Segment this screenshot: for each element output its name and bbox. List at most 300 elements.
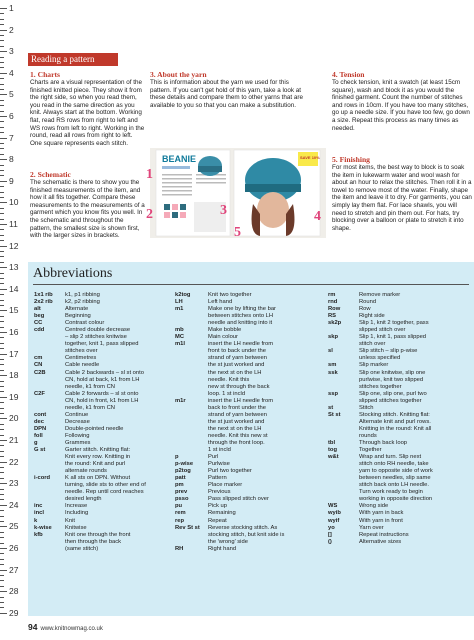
abbreviation-term: Rev St st bbox=[175, 524, 200, 531]
abbreviation-row bbox=[34, 313, 164, 320]
ruler-minor-tick bbox=[0, 472, 4, 473]
abbreviation-definition: Wrong side bbox=[359, 503, 389, 510]
abbreviation-definition: Continue bbox=[65, 411, 89, 418]
abbreviation-definition: Purl bbox=[208, 454, 219, 461]
abbreviation-row bbox=[175, 447, 320, 454]
ruler-minor-tick bbox=[0, 435, 4, 436]
page-number: 94 bbox=[28, 622, 38, 632]
abbreviation-term: wyib bbox=[328, 510, 341, 517]
ruler-minor-tick bbox=[0, 337, 4, 338]
ruler-number: 27 bbox=[9, 564, 19, 575]
abbreviation-definition: 1 st incld bbox=[208, 447, 231, 454]
ruler-tick bbox=[0, 30, 7, 31]
ruler-minor-tick bbox=[0, 186, 4, 187]
abbreviation-row bbox=[175, 546, 320, 553]
abbreviation-definition: Decrease bbox=[65, 418, 90, 425]
abbreviation-definition: stitch onto RH needle, take bbox=[359, 461, 429, 468]
abbreviation-term: St st bbox=[328, 411, 341, 418]
abbreviation-definition: With yarn in back bbox=[359, 510, 404, 517]
save-badge: SAVE 10% bbox=[300, 155, 320, 160]
abbreviation-definition: Reverse stocking stitch. As bbox=[208, 524, 278, 531]
abbreviation-row bbox=[34, 475, 164, 482]
abbreviation-row bbox=[328, 348, 470, 355]
abbreviation-row bbox=[328, 461, 470, 468]
abbreviation-definition: Row bbox=[359, 306, 371, 313]
abbreviation-definition: Beginning bbox=[65, 313, 91, 320]
abbreviation-term: m1 bbox=[175, 306, 184, 313]
abbreviation-row bbox=[175, 518, 320, 525]
ruler-minor-tick bbox=[0, 229, 4, 230]
abbreviation-row bbox=[34, 377, 164, 384]
ruler-minor-tick bbox=[0, 148, 4, 149]
ruler-minor-tick bbox=[0, 46, 4, 47]
abbreviation-term: tog bbox=[328, 447, 338, 454]
abbreviation-term bbox=[328, 468, 359, 475]
abbreviation-definition: Left hand bbox=[208, 299, 233, 306]
ruler-minor-tick bbox=[0, 67, 4, 68]
abbreviation-row bbox=[175, 292, 320, 299]
abbreviation-row bbox=[328, 539, 470, 546]
abbreviation-row bbox=[34, 362, 164, 369]
abbreviations-column-1 bbox=[34, 292, 164, 553]
abbreviation-definition: Knitting in the round: Knit all bbox=[359, 425, 432, 432]
abbreviation-definition: Centimetres bbox=[65, 355, 97, 362]
ruler-minor-tick bbox=[0, 402, 4, 403]
abbreviation-definition: Yarn over bbox=[359, 524, 384, 531]
ruler-minor-tick bbox=[0, 408, 4, 409]
ruler-minor-tick bbox=[0, 499, 4, 500]
abbreviation-term bbox=[175, 348, 208, 355]
ruler-minor-tick bbox=[0, 219, 4, 220]
abbreviation-row bbox=[328, 292, 470, 299]
ruler-tick bbox=[0, 94, 7, 95]
abbreviation-term: rnd bbox=[328, 299, 338, 306]
ruler-minor-tick bbox=[0, 321, 4, 322]
abbreviation-term bbox=[175, 391, 208, 398]
abbreviation-row bbox=[175, 384, 320, 391]
ruler-minor-tick bbox=[0, 521, 4, 522]
abbreviation-term: 2x2 rib bbox=[34, 299, 53, 306]
ruler-tick bbox=[0, 526, 7, 527]
ruler-minor-tick bbox=[0, 413, 4, 414]
abbreviation-definition: front to back under the bbox=[208, 348, 267, 355]
abbreviation-definition: insert the LH needle from bbox=[208, 341, 274, 348]
abbreviation-term bbox=[175, 419, 208, 426]
ruler-tick bbox=[0, 397, 7, 398]
abbreviation-term: rem bbox=[175, 510, 186, 517]
abbreviation-term: skp bbox=[328, 334, 338, 341]
abbreviation-definition: Pick up bbox=[208, 503, 228, 510]
abbreviation-definition: Main colour bbox=[208, 334, 238, 341]
abbreviation-definition: Alternate bbox=[65, 306, 89, 313]
abbreviation-term: WS bbox=[328, 503, 338, 510]
abbreviation-row bbox=[34, 433, 164, 440]
abbreviation-definition: Right hand bbox=[208, 545, 237, 552]
abbreviation-definition: Stitch bbox=[359, 404, 374, 411]
abbreviation-definition: Turn work ready to begin bbox=[359, 489, 423, 496]
abbreviation-term: prev bbox=[175, 489, 188, 496]
ruler-minor-tick bbox=[0, 424, 4, 425]
abbreviation-row bbox=[34, 370, 164, 377]
abbreviation-definition: needle. Rep until cord reaches bbox=[65, 489, 144, 496]
ruler-number: 10 bbox=[9, 197, 19, 208]
abbreviation-term: RS bbox=[328, 313, 337, 320]
abbreviation-row bbox=[34, 468, 164, 475]
abbreviation-row bbox=[175, 306, 320, 313]
abbreviation-term bbox=[34, 348, 65, 355]
ruler-minor-tick bbox=[0, 381, 4, 382]
ruler-number: 17 bbox=[9, 348, 19, 359]
abbreviation-row bbox=[34, 510, 164, 517]
ruler-number: 14 bbox=[9, 283, 19, 294]
abbreviation-term: sm bbox=[328, 362, 337, 369]
ruler-minor-tick bbox=[0, 386, 4, 387]
ruler-minor-tick bbox=[0, 278, 4, 279]
abbreviation-definition: Repeat instructions bbox=[359, 531, 409, 538]
abbreviation-term bbox=[328, 355, 359, 362]
abbreviation-definition: needle, k1 from CN bbox=[65, 383, 115, 390]
abbreviation-term: cont bbox=[34, 411, 47, 418]
abbreviation-term: rm bbox=[328, 292, 336, 298]
abbreviation-term bbox=[175, 433, 208, 440]
abbreviation-row bbox=[328, 355, 470, 362]
yarn-text: This is information about the yarn we used for this pattern. If you can't get hold of this yarn, take a look at these details and compare them to other yarns that are available to you so that you can make a substitution. bbox=[150, 79, 303, 109]
abbreviation-definition: Repeat bbox=[208, 517, 227, 524]
ruler-minor-tick bbox=[0, 510, 4, 511]
abbreviation-definition: Remove marker bbox=[359, 292, 401, 298]
abbreviation-definition: rounds bbox=[359, 432, 377, 439]
abbreviation-term bbox=[34, 489, 65, 496]
abbreviation-term: m1r bbox=[175, 397, 186, 404]
abbreviation-term: m1l bbox=[175, 341, 185, 348]
abbreviation-definition: yarn to opposite side of work bbox=[359, 468, 433, 475]
ruler-minor-tick bbox=[0, 235, 4, 236]
ruler-minor-tick bbox=[0, 256, 4, 257]
abbreviation-definition: turning, slide sts to other end of bbox=[65, 482, 146, 489]
abbreviation-definition: loop. 1 st incld bbox=[208, 390, 246, 397]
ruler-minor-tick bbox=[0, 213, 4, 214]
finishing-heading: 5. Finishing bbox=[332, 155, 370, 164]
ruler-minor-tick bbox=[0, 456, 4, 457]
abbreviation-term: p bbox=[175, 454, 179, 461]
abbreviation-row bbox=[34, 320, 164, 327]
abbreviation-row bbox=[34, 539, 164, 546]
ruler-number: 23 bbox=[9, 478, 19, 489]
abbreviation-definition: stitches together bbox=[359, 383, 402, 390]
abbreviation-definition: the round: Knit and purl bbox=[65, 461, 126, 468]
abbreviation-term bbox=[175, 370, 208, 377]
abbreviation-definition: needle. Knit this bbox=[208, 376, 250, 383]
abbreviation-definition: Place marker bbox=[208, 482, 243, 489]
abbreviation-definition: the st just worked and bbox=[208, 362, 265, 369]
ruler-tick bbox=[0, 505, 7, 506]
abbreviation-row bbox=[34, 518, 164, 525]
abbreviation-row bbox=[175, 440, 320, 447]
abbreviation-row bbox=[328, 327, 470, 334]
ruler-number: 15 bbox=[9, 305, 19, 316]
abbreviation-definition: (same stitch) bbox=[65, 545, 99, 552]
abbreviation-definition: Previous bbox=[208, 489, 231, 496]
ruler-number: 25 bbox=[9, 521, 19, 532]
abbreviation-term: cm bbox=[34, 355, 43, 362]
ruler-tick bbox=[0, 159, 7, 160]
abbreviation-term bbox=[175, 313, 208, 320]
abbreviation-row bbox=[328, 306, 470, 313]
ruler-minor-tick bbox=[0, 57, 4, 58]
abbreviation-term bbox=[175, 355, 208, 362]
ruler-minor-tick bbox=[0, 564, 4, 565]
abbreviation-row bbox=[175, 362, 320, 369]
abbreviation-row bbox=[328, 518, 470, 525]
abbreviation-term bbox=[328, 377, 359, 384]
abbreviation-row bbox=[175, 398, 320, 405]
abbreviation-row bbox=[175, 412, 320, 419]
ruler-minor-tick bbox=[0, 13, 4, 14]
abbreviation-row bbox=[175, 510, 320, 517]
abbreviation-row bbox=[175, 299, 320, 306]
abbreviation-definition: purlwise, knit two slipped bbox=[359, 376, 424, 383]
ruler-number: 2 bbox=[9, 24, 14, 35]
abbreviation-definition: Grammes bbox=[65, 439, 91, 446]
ruler-tick bbox=[0, 181, 7, 182]
abbreviation-term: CC bbox=[34, 320, 43, 327]
abbreviation-row bbox=[328, 510, 470, 517]
abbreviation-row bbox=[328, 299, 470, 306]
abbreviation-term bbox=[328, 398, 359, 405]
abbreviation-definition: working in opposite direction bbox=[359, 496, 433, 503]
ruler-tick bbox=[0, 591, 7, 592]
ruler-tick bbox=[0, 332, 7, 333]
ruler-minor-tick bbox=[0, 494, 4, 495]
abbreviation-definition: Together bbox=[359, 447, 382, 454]
abbreviation-row bbox=[175, 475, 320, 482]
abbreviation-definition: Slip stitch – slip p-wise bbox=[359, 348, 418, 355]
abbreviation-row bbox=[34, 489, 164, 496]
divider bbox=[33, 284, 469, 285]
abbreviation-term: () bbox=[328, 538, 332, 545]
abbreviation-row bbox=[34, 348, 164, 355]
ruler-minor-tick bbox=[0, 132, 4, 133]
abbreviation-term: cdd bbox=[34, 327, 45, 334]
abbreviation-row bbox=[175, 348, 320, 355]
ruler-tick bbox=[0, 440, 7, 441]
ruler-minor-tick bbox=[0, 127, 4, 128]
abbreviation-row bbox=[34, 327, 164, 334]
abbreviation-term: st bbox=[328, 404, 334, 411]
abbreviation-definition: k2, p2 ribbing bbox=[65, 299, 100, 306]
ruler-minor-tick bbox=[0, 316, 4, 317]
abbreviation-definition: stitch back onto LH needle. bbox=[359, 482, 429, 489]
ruler-tick bbox=[0, 375, 7, 376]
abbreviation-definition: Knit two together bbox=[208, 292, 252, 298]
abbreviation-term bbox=[175, 384, 208, 391]
abbreviation-term: mb bbox=[175, 327, 184, 334]
abbreviation-definition: Make bobble bbox=[208, 327, 242, 334]
abbreviation-row bbox=[328, 412, 470, 419]
ruler-minor-tick bbox=[0, 489, 4, 490]
abbreviation-definition: the 'wrong' side bbox=[208, 538, 248, 545]
abbreviation-term bbox=[328, 461, 359, 468]
abbreviation-row bbox=[175, 355, 320, 362]
abbreviation-term: LH bbox=[175, 299, 183, 306]
abbreviation-definition: the next st on the LH bbox=[208, 369, 262, 376]
ruler-minor-tick bbox=[0, 154, 4, 155]
ruler-tick bbox=[0, 570, 7, 571]
abbreviation-definition: Remaining bbox=[208, 510, 236, 517]
abbreviation-row bbox=[175, 489, 320, 496]
ruler-minor-tick bbox=[0, 586, 4, 587]
abbreviation-definition: new st through the back bbox=[208, 383, 270, 390]
abbreviation-term bbox=[34, 468, 65, 475]
abbreviation-definition: Wrap and turn. Slip next bbox=[359, 454, 422, 461]
abbreviation-term bbox=[34, 454, 65, 461]
ruler-minor-tick bbox=[0, 597, 4, 598]
abbreviation-term bbox=[34, 546, 65, 553]
ruler-number: 3 bbox=[9, 46, 14, 57]
abbreviation-row bbox=[34, 546, 164, 553]
ruler-tick bbox=[0, 116, 7, 117]
ruler-tick bbox=[0, 418, 7, 419]
abbreviation-term bbox=[328, 384, 359, 391]
ruler-tick bbox=[0, 548, 7, 549]
abbreviation-term: MC bbox=[175, 334, 185, 341]
abbreviation-row bbox=[175, 433, 320, 440]
abbreviation-row bbox=[175, 503, 320, 510]
abbreviation-row bbox=[34, 405, 164, 412]
abbreviation-term bbox=[34, 482, 65, 489]
ruler-tick bbox=[0, 202, 7, 203]
abbreviation-definition: Increase bbox=[65, 503, 88, 510]
abbreviation-term bbox=[175, 440, 208, 447]
ruler-minor-tick bbox=[0, 607, 4, 608]
abbreviation-term bbox=[328, 489, 359, 496]
abbreviation-definition: desired length bbox=[65, 496, 102, 503]
ruler-minor-tick bbox=[0, 240, 4, 241]
ruler-minor-tick bbox=[0, 175, 4, 176]
ruler-minor-tick bbox=[0, 580, 4, 581]
abbreviation-term: k2tog bbox=[175, 292, 191, 298]
abbreviation-row bbox=[34, 532, 164, 539]
abbreviation-row bbox=[175, 327, 320, 334]
abbreviation-term: k-wise bbox=[34, 524, 52, 531]
ruler-tick bbox=[0, 613, 7, 614]
abbreviation-definition: insert the LH needle from bbox=[208, 397, 274, 404]
abbreviation-definition: Knit every row. Knitting in bbox=[65, 454, 131, 461]
tension-heading: 4. Tension bbox=[332, 70, 365, 79]
abbreviation-term: patt bbox=[175, 475, 186, 482]
ruler-minor-tick bbox=[0, 575, 4, 576]
abbreviation-definition: Double-pointed needle bbox=[65, 425, 124, 432]
abbreviation-term bbox=[328, 433, 359, 440]
ruler-minor-tick bbox=[0, 602, 4, 603]
ruler-minor-tick bbox=[0, 111, 4, 112]
abbreviation-row bbox=[34, 496, 164, 503]
ruler-minor-tick bbox=[0, 348, 4, 349]
finishing-text: For most items, the best way to block is to soak the item in lukewarm water and wool wash for about an hour to relax the stitches. Then roll it in a towel to remove most of the water. Finally, shape the item and leave it to dry. For garments, you can simply lay them flat. For lace shawls, you will need to stretch and pin them out. For hats, try blocking over a balloon or plate to stretch it into shape. bbox=[332, 164, 472, 232]
abbreviation-row bbox=[175, 454, 320, 461]
margin-ruler bbox=[0, 0, 24, 640]
ruler-minor-tick bbox=[0, 327, 4, 328]
abbreviation-term bbox=[34, 384, 65, 391]
abbreviation-row bbox=[175, 426, 320, 433]
abbreviation-definition: Purl two together bbox=[208, 468, 252, 475]
abbreviation-row bbox=[34, 391, 164, 398]
abbreviation-row bbox=[328, 362, 470, 369]
abbreviation-term bbox=[34, 539, 65, 546]
abbreviations-column-2 bbox=[175, 292, 320, 553]
abbreviation-definition: Slip 1, knit 1, pass slipped bbox=[359, 334, 427, 341]
abbreviation-row bbox=[175, 370, 320, 377]
abbreviation-definition: Slip one, slip one, purl two bbox=[359, 390, 427, 397]
ruler-minor-tick bbox=[0, 197, 4, 198]
abbreviation-term bbox=[175, 539, 208, 546]
page-footer bbox=[28, 622, 103, 632]
abbreviation-row bbox=[328, 532, 470, 539]
abbreviation-term bbox=[34, 398, 65, 405]
ruler-minor-tick bbox=[0, 429, 4, 430]
ruler-number: 26 bbox=[9, 543, 19, 553]
ruler-tick bbox=[0, 51, 7, 52]
ruler-minor-tick bbox=[0, 24, 4, 25]
abbreviation-row bbox=[34, 447, 164, 454]
abbreviation-term bbox=[175, 447, 208, 454]
abbreviation-row bbox=[328, 447, 470, 454]
abbreviation-definition: Right side bbox=[359, 313, 385, 320]
ruler-tick bbox=[0, 483, 7, 484]
ruler-number: 11 bbox=[9, 219, 18, 229]
abbreviation-term bbox=[328, 496, 359, 503]
ruler-number: 19 bbox=[9, 391, 19, 402]
ruler-number: 22 bbox=[9, 456, 19, 467]
abbreviation-term bbox=[328, 426, 359, 433]
abbreviation-definition: Cable needle bbox=[65, 362, 100, 369]
abbreviation-term: incl bbox=[34, 510, 44, 517]
schematic-text: The schematic is there to show you the finished measurements of the item, and how it all fits together. Compare these measurements to the measurements of a garment which you know fits you well. In the schematic and throughout the pattern, the smallest size is shown first, with the larger sizes in brackets. bbox=[30, 179, 145, 240]
ruler-minor-tick bbox=[0, 40, 4, 41]
yarn-heading: 3. About the yarn bbox=[150, 70, 207, 79]
ruler-number: 9 bbox=[9, 175, 14, 186]
abbreviation-term: pm bbox=[175, 482, 184, 489]
abbreviation-definition: Slip marker bbox=[359, 362, 389, 369]
abbreviation-row bbox=[175, 341, 320, 348]
ruler-minor-tick bbox=[0, 553, 4, 554]
abbreviation-term: C2B bbox=[34, 369, 46, 376]
abbreviation-definition: slipped stitch over bbox=[359, 327, 406, 334]
abbreviation-row bbox=[328, 370, 470, 377]
abbreviation-definition: CN, hold at back, k1 from LH bbox=[65, 376, 140, 383]
ruler-minor-tick bbox=[0, 105, 4, 106]
abbreviation-term bbox=[175, 362, 208, 369]
abbreviation-definition: CN, hold in front, k1 from LH bbox=[65, 397, 139, 404]
abbreviation-term bbox=[175, 320, 208, 327]
abbreviation-row bbox=[328, 377, 470, 384]
abbreviation-row bbox=[175, 419, 320, 426]
abbreviation-term bbox=[34, 405, 65, 412]
abbreviation-definition: With yarn in front bbox=[359, 517, 403, 524]
ruler-number: 1 bbox=[9, 3, 14, 13]
ruler-minor-tick bbox=[0, 35, 4, 36]
ruler-minor-tick bbox=[0, 78, 4, 79]
abbreviation-term: yo bbox=[328, 524, 335, 531]
footer-url[interactable]: www.knitnowmag.co.uk bbox=[40, 626, 103, 632]
abbreviation-term bbox=[34, 377, 65, 384]
abbreviation-row bbox=[34, 334, 164, 341]
abbreviation-term: i-cord bbox=[34, 475, 51, 482]
charts-heading: 1. Charts bbox=[30, 70, 60, 79]
abbreviation-term: p-wise bbox=[175, 461, 194, 468]
ruler-number: 18 bbox=[9, 370, 19, 381]
abbreviation-row bbox=[175, 532, 320, 539]
